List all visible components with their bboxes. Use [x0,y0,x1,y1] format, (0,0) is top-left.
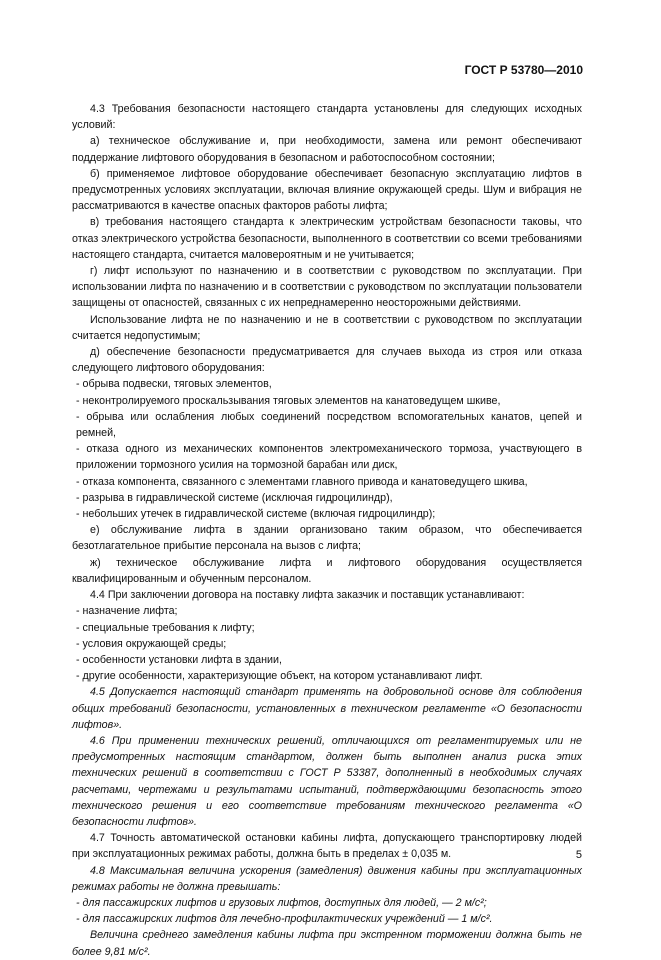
list-item: - разрыва в гидравлической системе (исключая гидроцилиндр), [76,491,393,504]
list-item: - особенности установки лифта в здании, [76,653,282,666]
paragraph: ж) техническое обслуживание лифта и лифтового оборудования осуществляется квалифицированным и обученным персоналом. [72,556,582,585]
list-item: - неконтролируемого проскальзывания тяговых элементов на канатоведущем шкиве, [76,394,501,407]
paragraph: 4.6 При применении технических решений, отличающихся от регламентируемых или не предусмотренных настоящим стандартом, должен быть выполнен анализ риска этих технических решений в соответствии с ГОСТ Р 53387, дополненный в необходимых случаях расчетами, чертежами и результатами испытаний, подтверждающими безопасность этого технического решения и его соответствие требованиям технического регламента «О безопасности лифтов». [72,734,582,828]
list-item: - обрыва или ослабления любых соединений посредством вспомогательных канатов, цепей и ремней, [76,410,582,440]
list-item: - отказа компонента, связанного с элементами главного привода и канатоведущего шкива, [76,475,528,488]
paragraph: г) лифт используют по назначению и в соответствии с руководством по эксплуатации. При использовании лифта по назначению и в соответствии с руководством по эксплуатации пользователи защищены от опасностей, связанных с их непреднамеренно неосторожными действиями. [72,265,582,310]
paragraph: б) применяемое лифтовое оборудование обеспечивает безопасную эксплуатацию лифтов в предусмотренных условиях эксплуатации, включая влияние окружающей среды. Шум и вибрация не рассматриваются в качестве опасных факторов работы лифта; [72,167,582,213]
paragraph: Использование лифта не по назначению и не в соответствии с руководством по эксплуатации считается недопустимым; [72,313,582,342]
paragraph: 4.5 Допускается настоящий стандарт применять на добровольной основе для соблюдения общих требований безопасности, установленных в техническом регламенте «О безопасности лифтов». [72,686,582,731]
paragraph: 4.4 При заключении договора на поставку лифта заказчик и поставщик устанавливают: [90,589,525,602]
paragraph: 4.8 Максимальная величина ускорения (замедления) движения кабины при эксплуатационных режимах работы не должна превышать: [72,864,582,893]
paragraph: в) требования настоящего стандарта к электрическим устройствам безопасности таковы, что отказ электрического устройства безопасности, выполненного в соответствии со всеми требованиями настоящего стандарта, считается маловероятным и не учитывается; [72,216,582,261]
list-item: - специальные требования к лифту; [76,621,255,634]
list-item: - небольших утечек в гидравлической системе (включая гидроцилиндр); [76,508,436,521]
list-item: - условия окружающей среды; [76,637,227,650]
list-item: - назначение лифта; [76,605,178,618]
page-number: 5 [575,849,582,861]
document-header: ГОСТ Р 53780—2010 [464,63,583,77]
list-item: - отказа одного из механических компонентов электромеханического тормоза, участвующего в приложении тормозного усилия на тормозной барабан или диск, [76,443,582,472]
document-body [72,101,582,960]
list-item: - для пассажирских лифтов для лечебно-профилактических учреждений — 1 м/с². [76,913,493,926]
paragraph: 4.3 Требования безопасности настоящего стандарта установлены для следующих исходных условий: [72,103,582,132]
paragraph: д) обеспечение безопасности предусматривается для случаев выхода из строя или отказа следующего лифтового оборудования: [72,346,582,375]
paragraph: 4.7 Точность автоматической остановки кабины лифта, допускающего транспортировку людей при эксплуатационных режимах работы, должна быть в пределах ± 0,035 м. [72,832,582,861]
list-item: - для пассажирских лифтов и грузовых лифтов, доступных для людей, — 2 м/с²; [76,896,487,909]
paragraph: а) техническое обслуживание и, при необходимости, замена или ремонт обеспечивают поддержание лифтового оборудования в безопасном и работоспособном состоянии; [72,135,582,164]
paragraph: Величина среднего замедления кабины лифта при экстренном торможении должна быть не более 9,81 м/с². [72,929,582,958]
list-item: - обрыва подвески, тяговых элементов, [76,378,272,391]
list-item: - другие особенности, характеризующие объект, на котором устанавливают лифт. [76,670,483,683]
paragraph: е) обслуживание лифта в здании организовано таким образом, что обеспечивается безотлагательное прибытие персонала на вызов с лифта; [72,524,582,553]
